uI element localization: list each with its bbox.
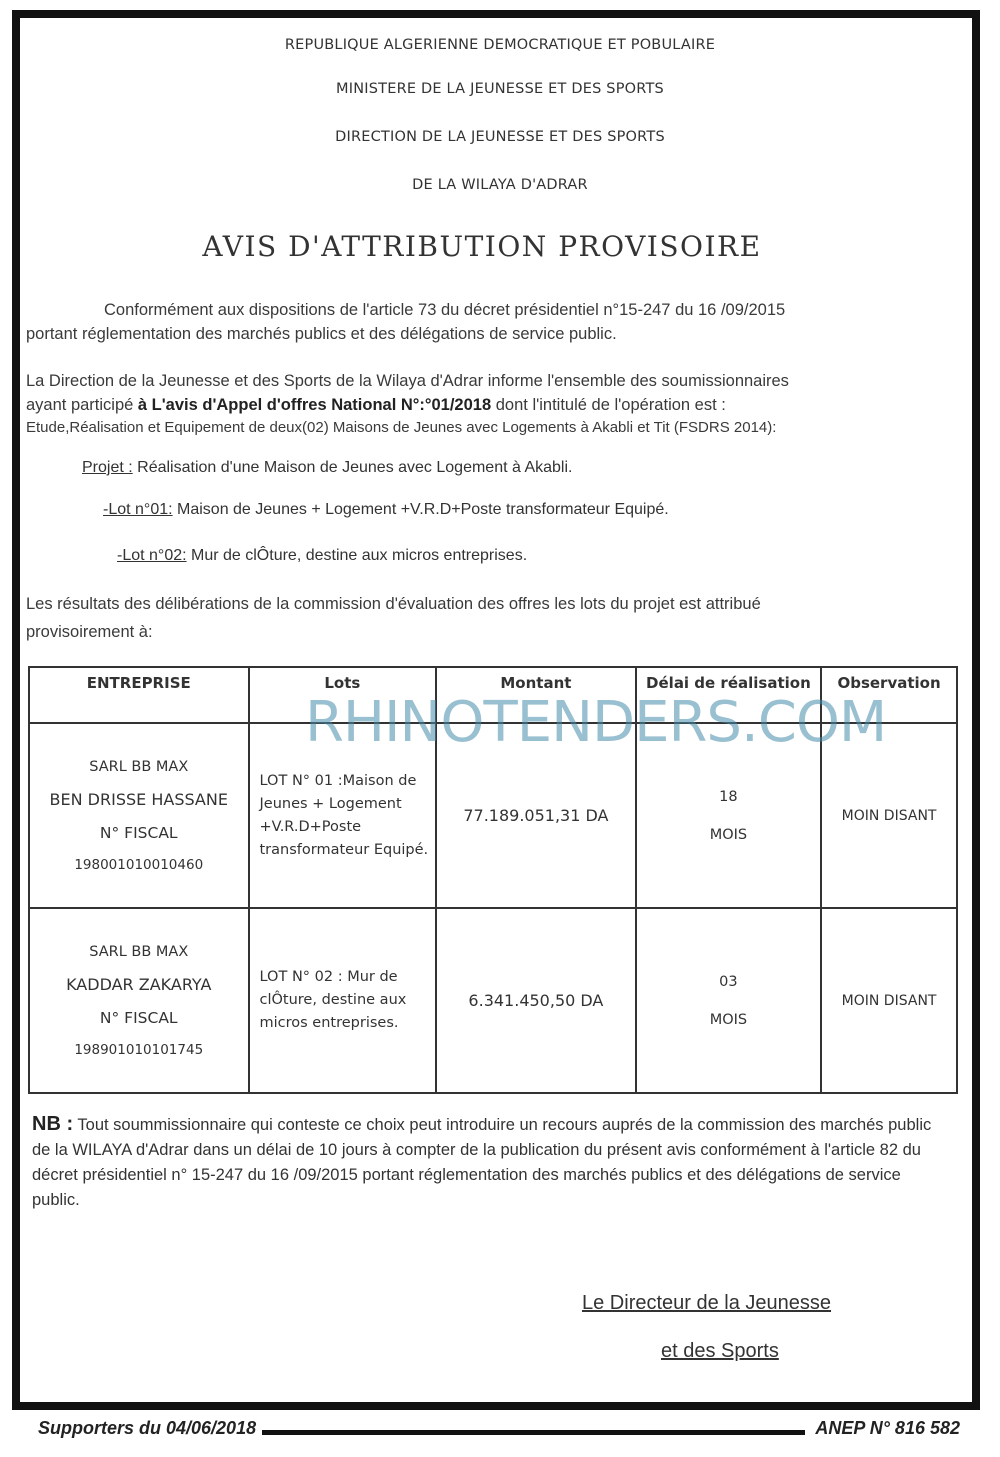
header-ministry: MINISTERE DE LA JEUNESSE ET DES SPORTS: [336, 81, 664, 97]
lot1-line: [103, 501, 669, 519]
fiscal-number: 198901010101745: [74, 1041, 204, 1058]
intro-paragraph-2b: [26, 393, 726, 417]
company-name: SARL BB MAX: [89, 943, 189, 960]
lot1-text: Maison de Jeunes + Logement +V.R.D+Poste transformateur Equipé.: [172, 501, 669, 518]
results-intro-a: Les résultats des délibérations de la commission d'évaluation des offres les lots du projet est attribué: [26, 595, 761, 613]
observation-cell: MOIN DISANT: [821, 908, 957, 1093]
intro-paragraph-1a: Conformément aux dispositions de l'article 73 du décret présidentiel n°15-247 du 16 /09/2015: [104, 301, 786, 319]
notice-title: AVIS D'ATTRIBUTION PROVISOIRE: [202, 230, 762, 263]
delay-unit: MOIS: [709, 826, 748, 843]
lot-cell: LOT N° 02 : Mur de clÔture, destine aux micros entreprises.: [249, 908, 437, 1093]
projet-line: [82, 459, 572, 477]
company-cell: [29, 908, 249, 1093]
table-row: [29, 908, 957, 1093]
lot2-label: -Lot n°02:: [117, 547, 187, 564]
projet-label: Projet :: [82, 459, 133, 476]
lot-cell: LOT N° 01 :Maison de Jeunes + Logement +V.R.D+Poste transformateur Equipé.: [249, 723, 437, 908]
intro-text: ayant participé: [26, 396, 138, 414]
observation-cell: MOIN DISANT: [821, 723, 957, 908]
footer: [38, 1418, 960, 1446]
header-wilaya: DE LA WILAYA D'ADRAR: [412, 177, 588, 193]
column-header: ENTREPRISE: [29, 667, 249, 723]
company-manager: KADDAR ZAKARYA: [66, 974, 212, 994]
operation-title: Etude,Réalisation et Equipement de deux(02) Maisons de Jeunes avec Logements à Akabli et Tit (FSDRS 2014):: [26, 419, 777, 436]
column-header: Lots: [249, 667, 437, 723]
intro-text: dont l'intitulé de l'opération est :: [491, 396, 726, 414]
company-manager: BEN DRISSE HASSANE: [49, 789, 228, 809]
footer-publication: Supporters du 04/06/2018: [38, 1418, 262, 1439]
intro-paragraph-2a: La Direction de la Jeunesse et des Sports de la Wilaya d'Adrar informe l'ensemble des soumissionnaires: [26, 372, 789, 390]
results-intro-b: provisoirement à:: [26, 623, 153, 641]
intro-paragraph-1b: portant réglementation des marchés publics et des délégations de service public.: [26, 325, 617, 343]
company-cell: [29, 723, 249, 908]
signature-line-1: Le Directeur de la Jeunesse: [582, 1292, 832, 1314]
delay-unit: MOIS: [709, 1011, 748, 1028]
column-header: Observation: [821, 667, 957, 723]
amount-cell: 77.189.051,31 DA: [436, 723, 636, 908]
fiscal-number: 198001010010460: [74, 856, 204, 873]
fiscal-label: N° FISCAL: [99, 1008, 178, 1027]
header-republic: REPUBLIQUE ALGERIENNE DEMOCRATIQUE ET POBULAIRE: [284, 37, 716, 53]
header-direction: DIRECTION DE LA JEUNESSE ET DES SPORTS: [335, 129, 665, 145]
footer-anep-number: ANEP N° 816 582: [805, 1418, 960, 1439]
nb-label: NB :: [32, 1113, 74, 1135]
column-header: Délai de réalisation: [636, 667, 821, 723]
lot2-text: Mur de clÔture, destine aux micros entreprises.: [186, 547, 528, 564]
lot1-label: -Lot n°01:: [103, 501, 173, 518]
tender-reference: à L'avis d'Appel d'offres National N°:°01/2018: [137, 396, 492, 414]
signature-line-2: et des Sports: [661, 1340, 779, 1362]
delay-cell: [636, 908, 821, 1093]
company-name: SARL BB MAX: [89, 758, 189, 775]
projet-text: Réalisation d'une Maison de Jeunes avec Logement à Akabli.: [132, 459, 573, 476]
lot2-line: [117, 547, 527, 565]
nb-text: Tout soummissionnaire qui conteste ce choix peut introduire un recours auprés de la commission des marchés public de la WILAYA d'Adrar dans un délai de 10 jours à compter de la publication du présent avis conformément à l'article 82 du décret présidentiel n° 15-247 du 16 /09/2015 portant réglementation des marchés publics et des délégations de service public.: [32, 1116, 932, 1209]
nb-paragraph: [32, 1112, 942, 1213]
watermark: RHINOTENDERS.COM: [305, 690, 887, 755]
delay-value: 18: [719, 788, 738, 805]
delay-value: 03: [719, 973, 738, 990]
column-header: Montant: [436, 667, 636, 723]
amount-cell: 6.341.450,50 DA: [436, 908, 636, 1093]
fiscal-label: N° FISCAL: [99, 823, 178, 842]
